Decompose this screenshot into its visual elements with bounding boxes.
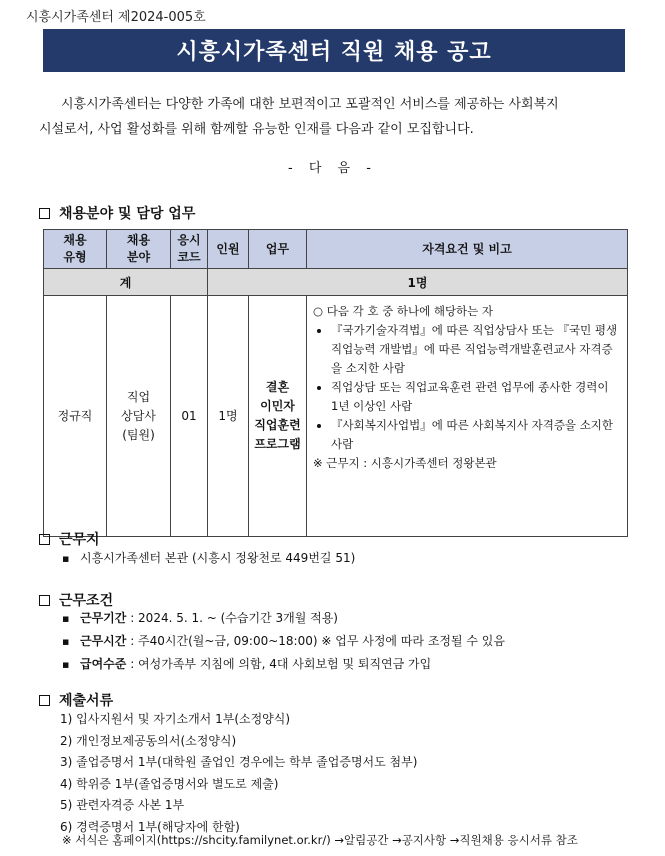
- list-item: 1) 입사지원서 및 자기소개서 1부(소정양식): [60, 712, 291, 726]
- checkbox-square-icon: [39, 534, 50, 545]
- list-item: ▪ 근무시간 : 주40시간(월~금, 09:00~18:00) ※ 업무 사정에 따라 조정될 수 있음: [62, 630, 505, 653]
- header-cell-requirements: 자격요건 및 비고: [307, 230, 628, 269]
- list-item: 3) 졸업증명서 1부(대학원 졸업인 경우에는 학부 졸업증명서도 첨부): [60, 755, 418, 769]
- total-value: 1명: [208, 269, 628, 296]
- intro-line-1: 시흥시가족센터는 다양한 가족에 대한 보편적이고 포괄적인 서비스를 제공하는 사회복지: [61, 97, 559, 112]
- cell-type: 정규직: [44, 296, 107, 537]
- section-heading-recruitment: [39, 203, 195, 223]
- requirements-note: ※ 근무지 : 시흥시가족센터 정왕본관: [313, 456, 497, 470]
- checkbox-square-icon: [39, 595, 50, 606]
- section-heading-documents: [39, 690, 113, 710]
- workplace-list: [62, 547, 355, 570]
- requirements-list: [313, 321, 619, 454]
- requirements-intro: ○ 다음 각 호 중 하나에 해당하는 자: [313, 304, 494, 318]
- section-title: 제출서류: [59, 693, 114, 709]
- list-item: 4) 학위증 1부(졸업증명서와 별도로 제출): [60, 776, 279, 791]
- list-item: • 『사회복지사업법』에 따른 사회복지사 자격증을 소지한 사람: [331, 416, 619, 454]
- table-header-row: [44, 230, 628, 269]
- header-cell-code: 응시 코드: [171, 230, 208, 269]
- section-title: 채용분야 및 담당 업무: [59, 206, 196, 222]
- cell-field: 직업 상담사 (팀원): [107, 296, 171, 537]
- list-item: 5) 관련자격증 사본 1부: [60, 798, 185, 812]
- list-item: • 직업상담 또는 직업교육훈련 관련 업무에 종사한 경력이 1년 이상인 사람: [331, 378, 619, 416]
- list-item: 6) 경력증명서 1부(해당자에 한함): [60, 819, 240, 834]
- cell-code: 01: [171, 296, 208, 537]
- cell-count: 1명: [208, 296, 249, 537]
- documents-note: ※ 서식은 홈페이지(https://shcity.familynet.or.kr/) →알림공간 →공지사항 →직원채용 응시서류 참조: [62, 833, 578, 847]
- total-label: 계: [44, 269, 208, 296]
- list-item: ▪ 급여수준 : 여성가족부 지침에 의함, 4대 사회보험 및 퇴직연금 가입: [62, 653, 505, 676]
- header-cell-work: 업무: [249, 230, 307, 269]
- conditions-list: [62, 607, 505, 676]
- recruitment-table: [43, 229, 628, 537]
- checkbox-square-icon: [39, 695, 50, 706]
- list-item: • 『국가기술자격법』에 따른 직업상담사 또는 『국민 평생 직업능력 개발법』에 따른 직업능력개발훈련교사 자격증을 소지한 사람: [331, 321, 619, 378]
- list-item: 2) 개인정보제공동의서(소정양식): [60, 733, 237, 748]
- section-title: 근무조건: [59, 593, 114, 609]
- header-cell-count: 인원: [208, 230, 249, 269]
- page-title: 시흥시가족센터 직원 채용 공고: [43, 29, 625, 72]
- dagum-heading: - 다 음 -: [288, 161, 377, 176]
- checkbox-square-icon: [39, 208, 50, 219]
- list-item: ▪ 시흥시가족센터 본관 (시흥시 정왕천로 449번길 51): [62, 547, 355, 570]
- cell-requirements: [307, 296, 628, 537]
- document-number: 시흥시가족센터 제2024-005호: [26, 10, 206, 25]
- intro-paragraph: [39, 92, 639, 142]
- table-total-row: [44, 269, 628, 296]
- intro-line-2: 시설로서, 사업 활성화를 위해 함께할 유능한 인재를 다음과 같이 모집합니다.: [39, 122, 474, 137]
- header-cell-type: 채용 유형: [44, 230, 107, 269]
- list-item: ▪ 근무기간 : 2024. 5. 1. ~ (수습기간 3개월 적용): [62, 607, 505, 630]
- documents-list: [60, 709, 417, 838]
- header-cell-field: 채용 분야: [107, 230, 171, 269]
- section-heading-workplace: [39, 529, 100, 549]
- section-title: 근무지: [59, 532, 100, 548]
- cell-work: 결혼 이민자 직업훈련 프로그램: [249, 296, 307, 537]
- table-row: [44, 296, 628, 537]
